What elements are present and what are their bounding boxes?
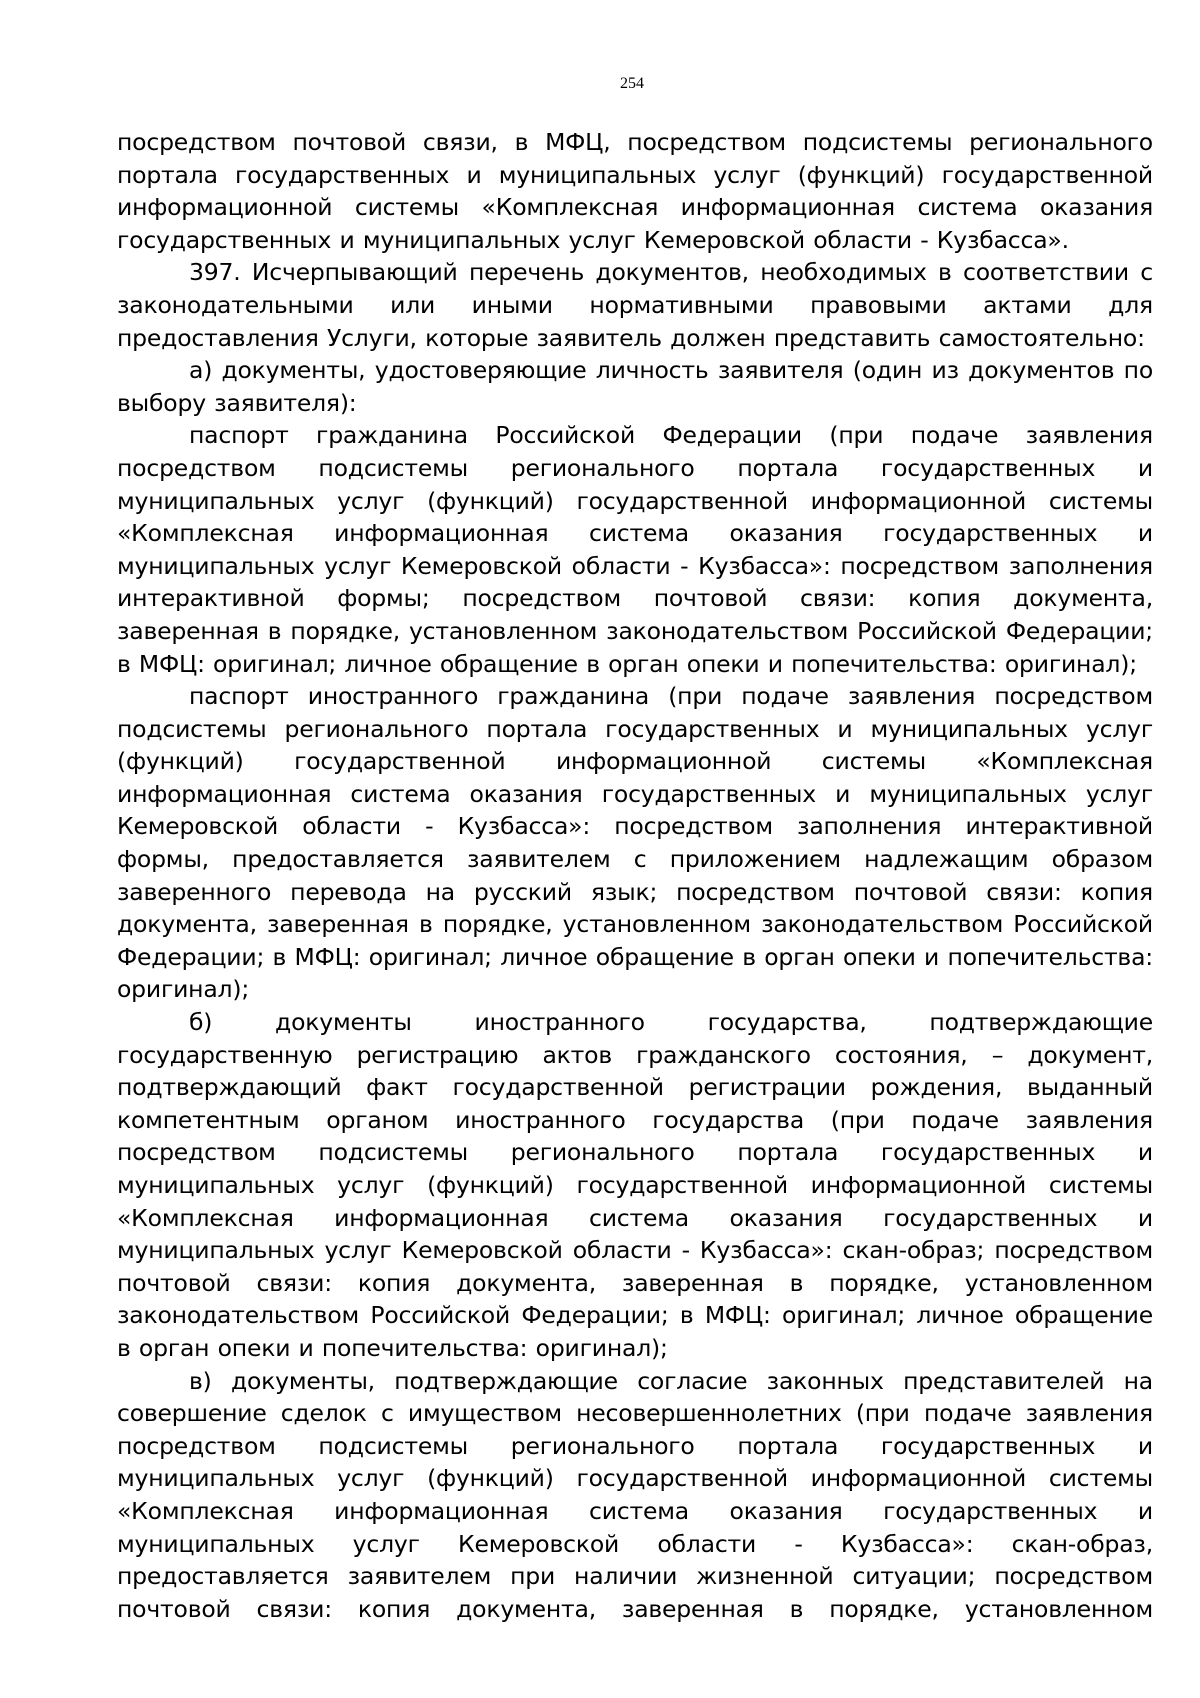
paragraph-item-a: а) документы, удостоверяющие личность заявителя (один из документов по выбору заявителя): bbox=[117, 356, 1153, 417]
paragraph-continuation: посредством почтовой связи, в МФЦ, посредством подсистемы регионального портала государственных и муниципальных услуг (функций) государственной информационной системы «Комплексная информационная система оказания государственных и муниципальных услуг Кемеровской области - Кузбасса». bbox=[117, 128, 1153, 254]
document-body bbox=[117, 126, 1153, 1625]
paragraph-item-b: б) документы иностранного государства, подтверждающие государственную регистрацию актов гражданского состояния, – документ, подтверждающий факт государственной регистрации рождения, выданный компетентным органом иностранного государства (при подаче заявления посредством подсистемы регионального портала государственных и муниципальных услуг (функций) государственной информационной системы «Комплексная информационная система оказания государственных и муниципальных услуг Кемеровской области - Кузбасса»: скан-образ; посредством почтовой связи: копия документа, заверенная в порядке, установленном законодательством Российской Федерации; в МФЦ: оригинал; личное обращение в орган опеки и попечительства: оригинал); bbox=[117, 1008, 1153, 1362]
paragraph-passport-rf: паспорт гражданина Российской Федерации (при подаче заявления посредством подсистемы регионального портала государственных и муниципальных услуг (функций) государственной информационной системы «Комплексная информационная система оказания государственных и муниципальных услуг Кемеровской области - Кузбасса»: посредством заполнения интерактивной формы; посредством почтовой связи: копия документа, заверенная в порядке, установленном законодательством Российской Федерации; в МФЦ: оригинал; личное обращение в орган опеки и попечительства: оригинал); bbox=[117, 421, 1153, 678]
paragraph-397: 397. Исчерпывающий перечень документов, необходимых в соответствии с законодательными или иными нормативными правовыми актами для предоставления Услуги, которые заявитель должен представить самостоятельно: bbox=[117, 258, 1153, 352]
paragraph-passport-foreign: паспорт иностранного гражданина (при подаче заявления посредством подсистемы регионального портала государственных и муниципальных услуг (функций) государственной информационной системы «Комплексная информационная система оказания государственных и муниципальных услуг Кемеровской области - Кузбасса»: посредством заполнения интерактивной формы, предоставляется заявителем с приложением надлежащим образом заверенного перевода на русский язык; посредством почтовой связи: копия документа, заверенная в порядке, установленном законодательством Российской Федерации; в МФЦ: оригинал; личное обращение в орган опеки и попечительства: оригинал); bbox=[117, 682, 1153, 1004]
page-number: 254 bbox=[620, 75, 644, 92]
paragraph-item-v: в) документы, подтверждающие согласие законных представителей на совершение сделок с имуществом несовершеннолетних (при подаче заявления посредством подсистемы регионального портала государственных и муниципальных услуг (функций) государственной информационной системы «Комплексная информационная система оказания государственных и муниципальных услуг Кемеровской области - Кузбасса»: скан-образ, предоставляется заявителем при наличии жизненной ситуации; посредством почтовой связи: копия документа, заверенная в порядке, установленном bbox=[117, 1366, 1153, 1623]
